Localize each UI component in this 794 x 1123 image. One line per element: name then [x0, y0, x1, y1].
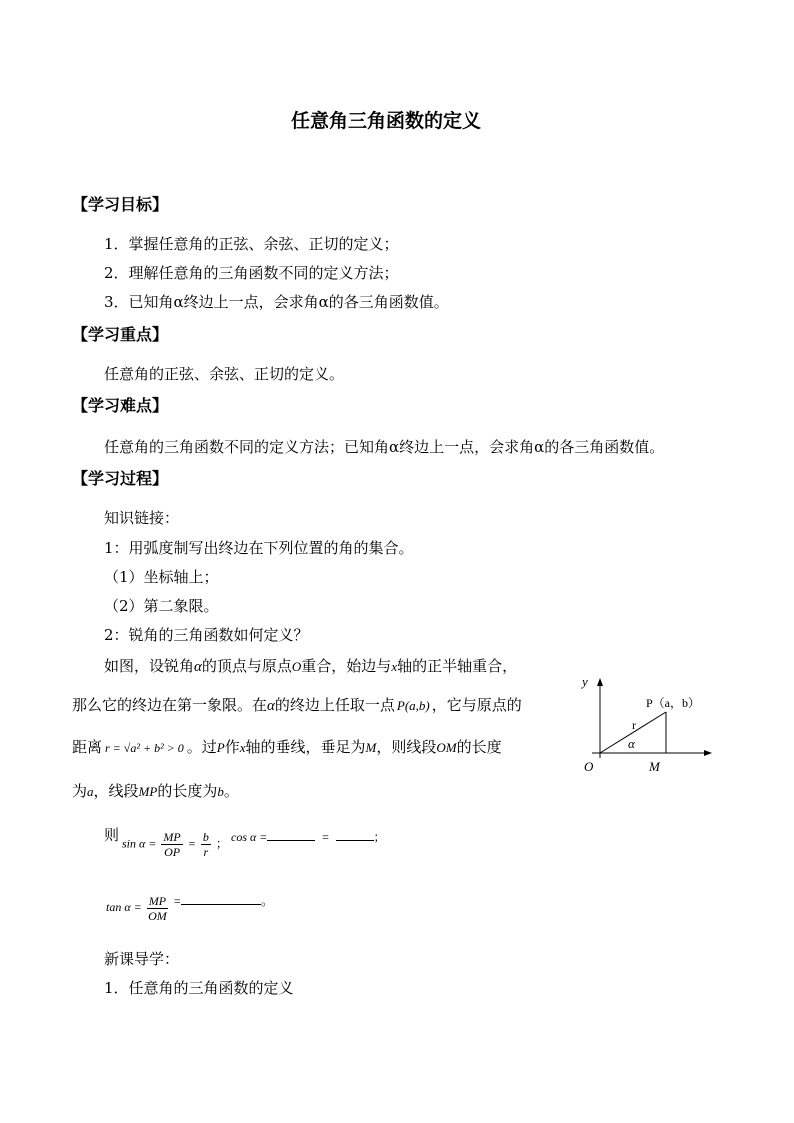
new-lesson-item-1: 1．任意角的三角函数的定义	[104, 979, 294, 997]
goal-item-1: 1．掌握任意角的正弦、余弦、正切的定义；	[104, 235, 399, 253]
alpha-symbol: α	[267, 698, 275, 714]
cos-blank-1[interactable]	[267, 828, 315, 841]
alpha-symbol: α	[194, 659, 202, 675]
paragraph-line-2: 那么它的终边在第一象限。在α的终边上任取一点 P(a,b) ，它与原点的	[72, 696, 522, 714]
distance-formula: r = √a² + b² > 0	[105, 741, 184, 755]
y-axis-arrow	[597, 678, 603, 686]
paragraph-line-1: 如图，设锐角α的顶点与原点O重合，始边与x轴的正半轴重合，	[104, 657, 518, 675]
cos-blank-2[interactable]	[336, 828, 374, 841]
origin-label: O	[584, 759, 594, 774]
new-lesson-label: 新课导学：	[104, 950, 180, 968]
question-2: 2：锐角的三角函数如何定义？	[104, 626, 309, 644]
difficult-text: 任意角的三角函数不同的定义方法；已知角α终边上一点，会求角α的各三角函数值。	[104, 438, 665, 456]
process-heading: 【学习过程】	[72, 469, 169, 488]
cos-formula: cos α = = ；	[231, 830, 386, 844]
y-axis-label: y	[582, 674, 588, 689]
tan-formula: tan α = $\frac{MP}{OM}$ = 。	[106, 893, 274, 923]
question-1a: （1）坐标轴上；	[104, 568, 219, 586]
triangle-figure	[578, 672, 718, 780]
question-1b: （2）第二象限。	[104, 597, 219, 615]
sin-formula: sin α = $\frac{MP}{OP}$ = $\frac{b}{r}$ ；	[122, 830, 228, 859]
knowledge-link-label: 知识链接：	[104, 509, 180, 527]
x-axis-arrow	[704, 750, 712, 756]
r-label: r	[632, 718, 636, 732]
m-label: M	[649, 759, 660, 774]
alpha-label: α	[628, 736, 635, 751]
point-p-expression: P(a,b)	[396, 698, 430, 713]
x-symbol: x	[391, 659, 398, 674]
goals-heading: 【学习目标】	[72, 195, 169, 214]
goal-item-2: 2．理解任意角的三角函数不同的定义方法；	[104, 264, 399, 282]
origin-symbol: O	[291, 659, 302, 674]
key-heading: 【学习重点】	[72, 325, 169, 344]
p-label: P（a，b）	[646, 696, 701, 710]
key-text: 任意角的正弦、余弦、正切的定义。	[104, 365, 345, 383]
then-label: 则	[104, 826, 120, 844]
paragraph-line-3: 距离 r = √a² + b² > 0 。过P作x轴的垂线，垂足为M，则线段OM的长度	[72, 738, 502, 756]
page-title: 任意角三角函数的定义	[291, 110, 482, 132]
paragraph-line-4: 为a，线段MP的长度为b。	[72, 782, 239, 800]
goal-item-3: 3．已知角α终边上一点，会求角α的各三角函数值。	[104, 293, 449, 311]
question-1: 1：用弧度制写出终边在下列位置的角的集合。	[104, 539, 414, 557]
tan-blank[interactable]	[181, 892, 261, 905]
difficult-heading: 【学习难点】	[72, 396, 169, 415]
